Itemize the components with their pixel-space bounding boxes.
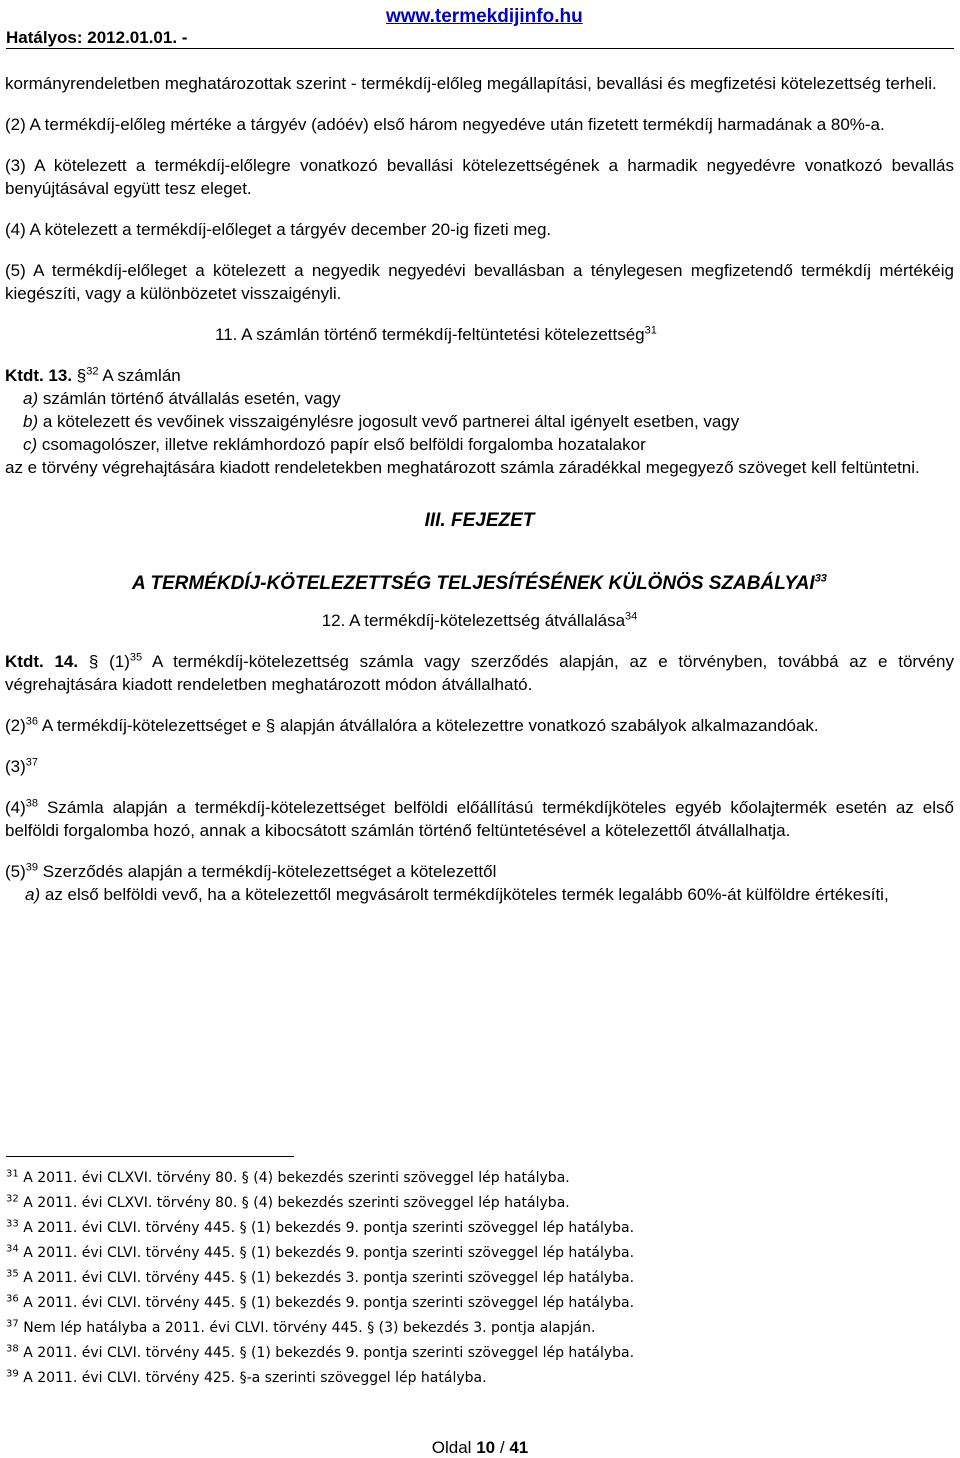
footnote-text: A 2011. évi CLVI. törvény 445. § (1) bekezdés 9. pontja szerinti szöveggel lép hatályba. [23,1220,635,1236]
ktdt-13-intro-text: A számlán [102,366,181,385]
list-item-a [23,387,954,410]
footnote-text: A 2011. évi CLVI. törvény 445. § (1) bekezdés 9. pontja szerinti szöveggel lép hatályba. [23,1245,635,1261]
paragraph-5-list [5,883,954,906]
paragraph-text: alapján átvállalóra a kötelezettre vonatkozó szabályok alkalmazandóak. [280,716,819,735]
footnote-number: 38 [6,1343,19,1355]
paragraph-3: (3) A kötelezett a termékdíj-előlegre vonatkozó bevallási kötelezettségének a harmadik negyedévre vonatkozó bevallás benyújtásával együtt tesz eleget. [5,156,954,198]
ktdt-14-paragraph-1 [5,650,954,696]
footnote-item [6,1366,634,1391]
ktdt-13-intro [5,364,954,387]
paragraph-text: Számla alapján a termékdíj-kötelezettséget belföldi előállítású termékdíjköteles egyéb kőolajtermék esetén az első belföldi forgalomba hozó, annak a kibocsátott számlán történő feltüntetésével a kötelezettől átvállalhatja. [5,798,954,840]
paragraph-5-intro [5,860,954,883]
section-12-heading [5,609,954,632]
footnote-number: 32 [6,1193,19,1205]
ktdt-14-label: Ktdt. 14. [5,652,79,671]
footnote-text: A 2011. évi CLVI. törvény 445. § (1) bekezdés 9. pontja szerinti szöveggel lép hatályba. [23,1295,635,1311]
list-item-a [25,883,954,906]
ktdt-14-paragraph-5 [5,860,954,906]
footnote-text: A 2011. évi CLVI. törvény 425. §-a szerinti szöveggel lép hatályba. [23,1370,487,1386]
page-footer [0,1438,960,1458]
paragraph-text: Szerződés alapján a termékdíj-kötelezettséget a kötelezettől [42,862,497,881]
footnote-item [6,1266,634,1291]
list-text: számlán történő átvállalás esetén, vagy [42,389,341,408]
footnote-item [6,1191,634,1216]
page-separator: / [499,1438,505,1457]
paragraph-5: (5) A termékdíj-előleget a kötelezett a negyedik negyedévi bevallásban a ténylegesen megfizetendő termékdíj mértékéig kiegészíti, vagy a különbözetet visszaigényli. [5,261,954,303]
document-body [5,72,954,906]
section-sign: § [88,652,99,671]
footnote-item [6,1216,634,1241]
ktdt-14-paragraph-3 [5,755,954,778]
footnote-number: 36 [6,1293,19,1305]
footnote-text: A 2011. évi CLXVI. törvény 80. § (4) bekezdés szerinti szöveggel lép hatályba. [23,1195,570,1211]
footnote-ref-34[interactable]: 34 [625,610,638,623]
section-12-title: 12. A termékdíj-kötelezettség átvállalása [321,611,626,630]
list-item-c [23,433,954,456]
page-label: Oldal [431,1438,472,1457]
footnote-number: 35 [6,1268,19,1280]
footnote-text: Nem lép hatályba a 2011. évi CLVI. törvény 445. § (3) bekezdés 3. pontja alapján. [23,1320,596,1336]
footnote-number: 31 [6,1168,19,1180]
effective-date: Hatályos: 2012.01.01. - [6,28,188,47]
section-sign: § [76,366,87,385]
paragraph-text: A termékdíj-kötelezettség számla vagy szerződés alapján, az e törvényben, továbbá az e törvény végrehajtására kiadott rendeletben meghatározott módon átvállalható. [5,652,954,694]
footnotes [6,1166,634,1391]
footnote-ref-38[interactable]: 38 [25,797,39,810]
website-link[interactable]: www.termekdijinfo.hu [386,6,583,27]
footnote-text: A 2011. évi CLVI. törvény 445. § (1) bekezdés 3. pontja szerinti szöveggel lép hatályba. [23,1270,635,1286]
header-divider [6,48,954,49]
ktdt-14-paragraph-2 [5,714,954,737]
ktdt-13 [5,364,954,479]
ktdt-13-closing: az e törvény végrehajtására kiadott rendeletekben meghatározott számla záradékkal megegyező szöveget kell feltüntetni. [5,458,920,477]
current-page: 10 [476,1438,496,1457]
footnote-ref-32[interactable]: 32 [86,365,99,378]
footnote-ref-35[interactable]: 35 [129,651,143,664]
footnote-item [6,1341,634,1366]
section-11-heading [5,323,954,346]
footnote-ref-37[interactable]: 37 [25,756,39,769]
list-label: b) [23,412,39,431]
paragraph-number: (4) [5,798,26,817]
chapter-number: III. FEJEZET [424,510,535,531]
footnote-number: 33 [6,1218,19,1230]
footnote-number: 34 [6,1243,19,1255]
chapter-title-text: A TERMÉKDÍJ-KÖTELEZETTSÉG TELJESÍTÉSÉNEK KÜLÖNÖS SZABÁLYAI [132,573,815,594]
list-label: a) [23,389,39,408]
footnote-ref-39[interactable]: 39 [25,861,39,874]
ktdt-13-label: Ktdt. 13. [5,366,73,385]
footnote-item [6,1241,634,1266]
paragraph-number: (5) [5,862,26,881]
footnote-text: A 2011. évi CLXVI. törvény 80. § (4) bekezdés szerinti szöveggel lép hatályba. [23,1170,570,1186]
footnote-separator [6,1156,294,1157]
paragraph-number: (2) [5,716,26,735]
paragraph-number: (1) [109,652,130,671]
footnote-ref-36[interactable]: 36 [25,715,39,728]
footnote-item [6,1291,634,1316]
footnote-ref-31[interactable]: 31 [644,324,657,337]
page-header [6,4,954,47]
footnote-ref-33[interactable]: 33 [814,572,827,585]
footnote-text: A 2011. évi CLVI. törvény 445. § (1) bekezdés 9. pontja szerinti szöveggel lép hatályba. [23,1345,635,1361]
list-item-b [23,410,954,433]
footnote-number: 39 [6,1368,19,1380]
section-sign: § [265,716,276,735]
paragraph-4: (4) A kötelezett a termékdíj-előleget a tárgyév december 20-ig fizeti meg. [5,220,552,239]
ktdt-14-paragraph-4 [5,796,954,842]
list-text: csomagolószer, illetve reklámhordozó papír első belföldi forgalomba hozatalakor [41,435,646,454]
list-text: a kötelezett és vevőinek visszaigénylésre jogosult vevő partnerei által igényelt esetben, vagy [42,412,740,431]
paragraph-text: A termékdíj-kötelezettséget e [41,716,262,735]
chapter-title [5,572,954,595]
total-pages: 41 [509,1438,529,1457]
list-label: a) [25,885,41,904]
list-label: c) [23,435,38,454]
paragraph-continuation: kormányrendeletben meghatározottak szerint - termékdíj-előleg megállapítási, bevallási és megfizetési kötelezettség terheli. [5,74,937,93]
section-11-title: 11. A számlán történő termékdíj-feltüntetési kötelezettség [215,325,645,344]
footnote-item [6,1166,634,1191]
ktdt-13-list [5,387,954,456]
paragraph-2: (2) A termékdíj-előleg mértéke a tárgyév (adóév) első három negyedéve után fizetett termékdíj harmadának a 80%-a. [5,115,885,134]
footnote-number: 37 [6,1318,19,1330]
list-text: az első belföldi vevő, ha a kötelezettől megvásárolt termékdíjköteles termék legalább 60%-át külföldre értékesíti, [44,885,889,904]
footnote-item [6,1316,634,1341]
paragraph-number: (3) [5,757,26,776]
